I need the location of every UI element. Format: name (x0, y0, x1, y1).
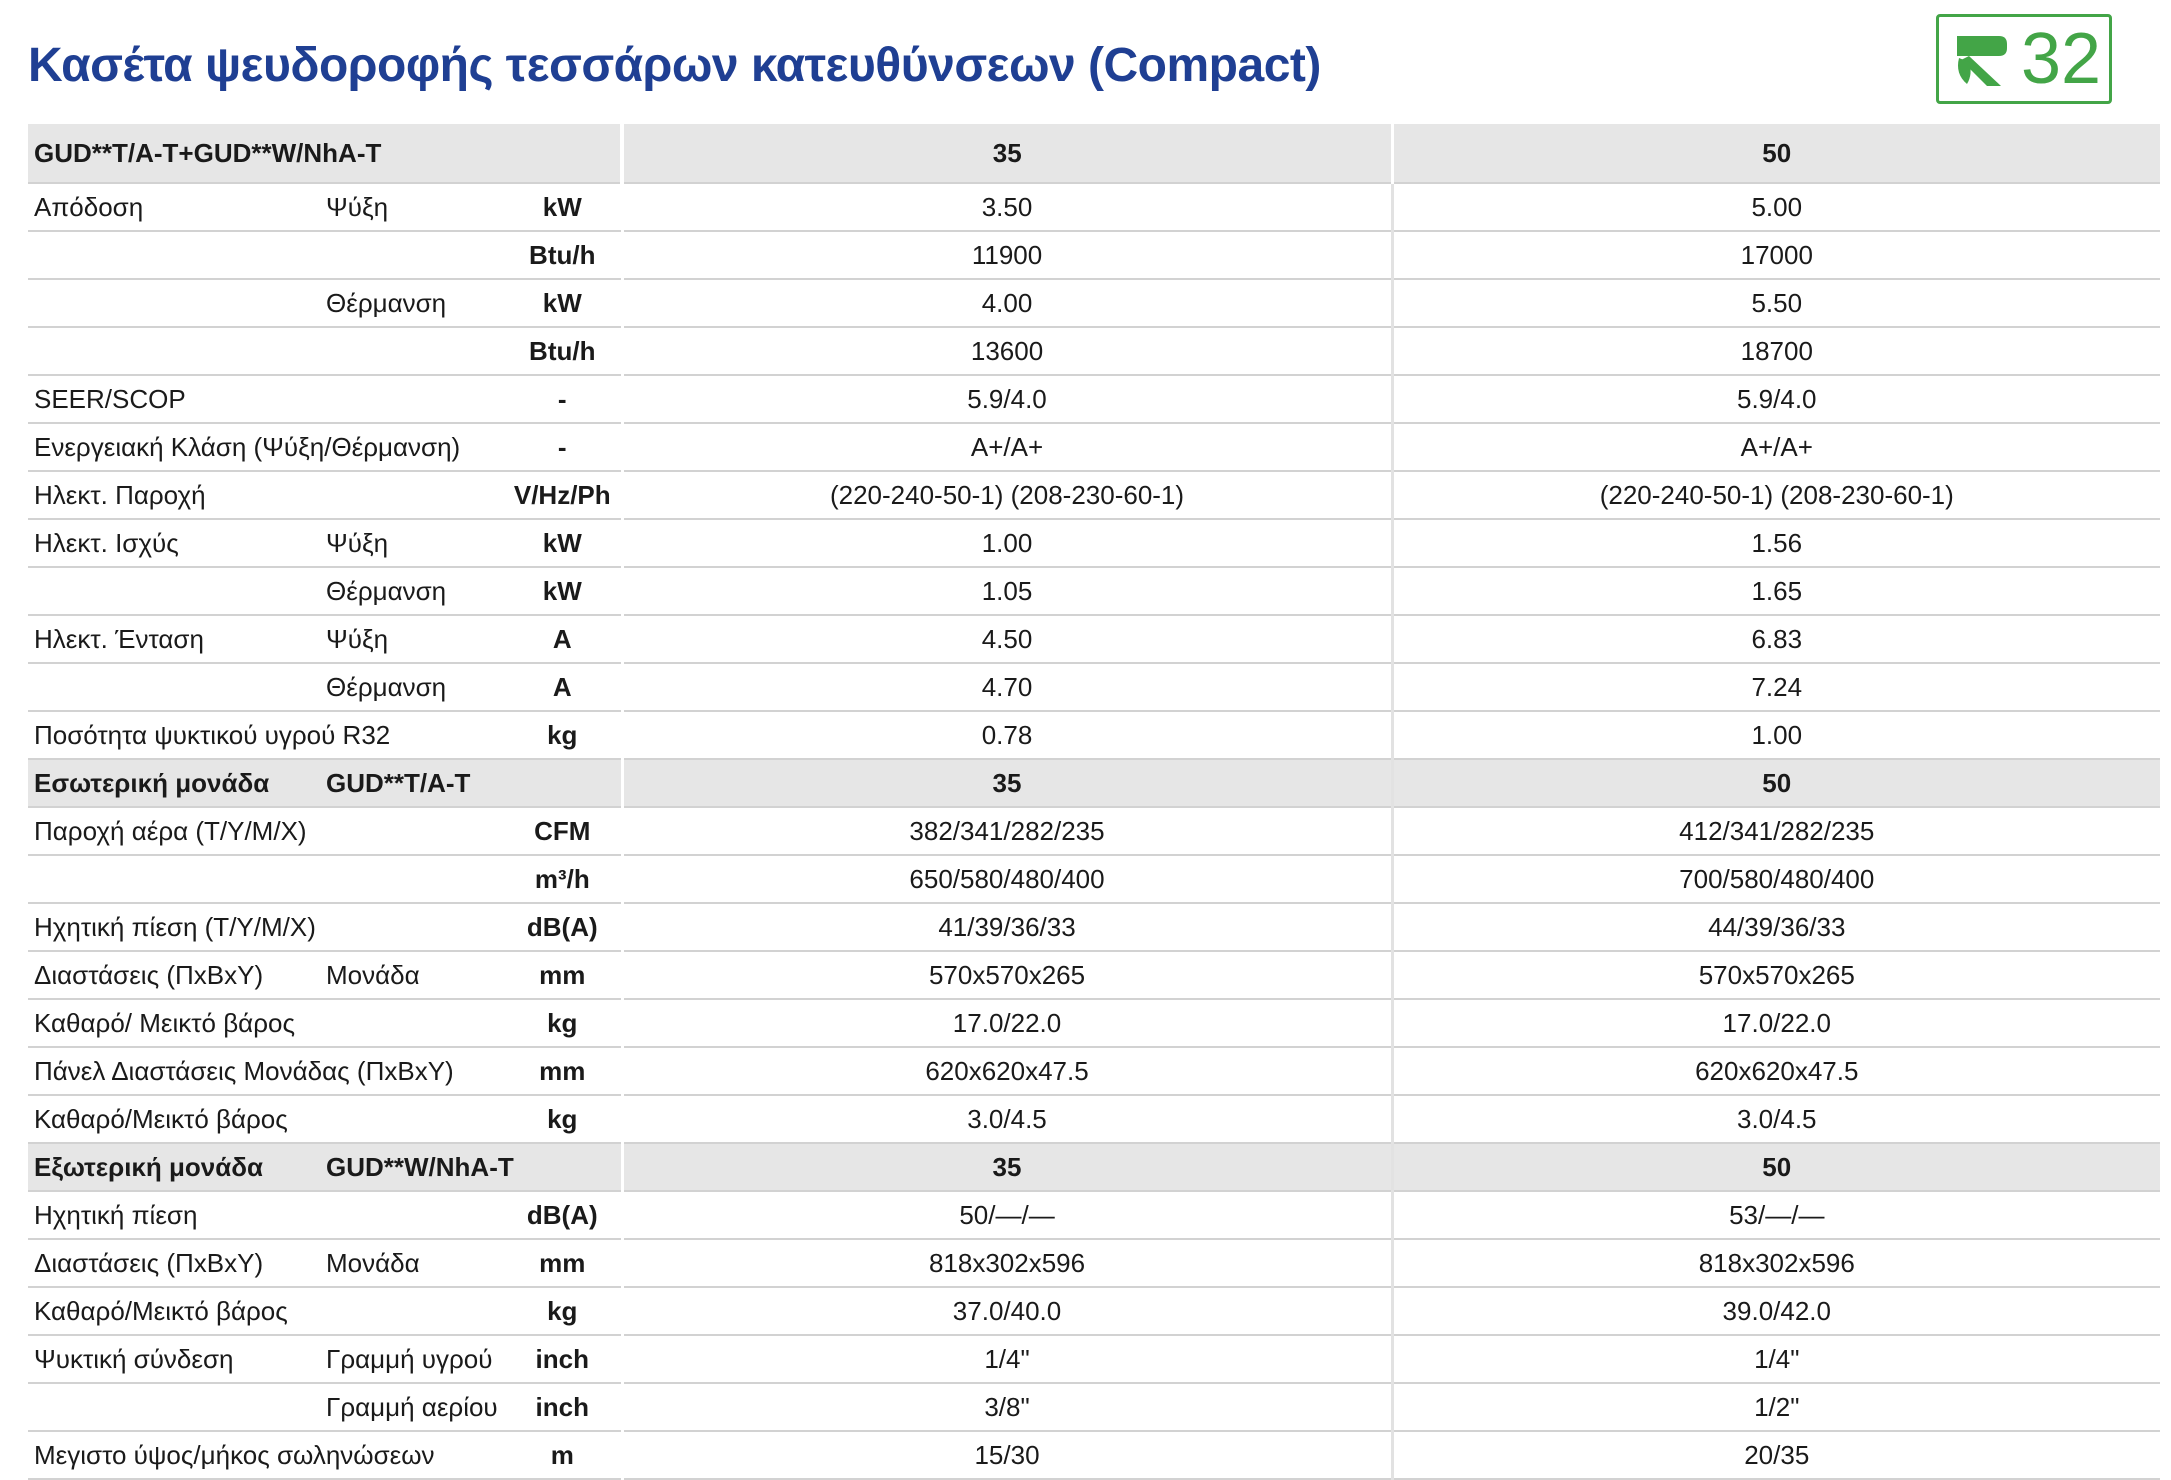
row-value-50: 17000 (1392, 231, 2160, 279)
row-value-50: 18700 (1392, 327, 2160, 375)
row-label: Ηλεκτ. Ένταση (28, 615, 320, 663)
table-row (28, 423, 2160, 471)
row-unit: kg (504, 1287, 622, 1335)
row-value-50: A+/A+ (1392, 423, 2160, 471)
row-value-35: 5.9/4.0 (622, 375, 1392, 423)
row-label: Μεγιστο ύψος/μήκος σωληνώσεων (28, 1431, 320, 1479)
row-label (28, 567, 320, 615)
leaf-r-icon (1947, 24, 2017, 94)
table-row (28, 519, 2160, 567)
row-sublabel: Γραμμή υγρού (320, 1335, 504, 1383)
row-value-35: 4.50 (622, 615, 1392, 663)
row-sublabel: Ψύξη (320, 183, 504, 231)
row-value-50: 6.83 (1392, 615, 2160, 663)
row-unit: m (504, 1431, 622, 1479)
row-value-35: 0.78 (622, 711, 1392, 759)
row-sublabel: GUD**T/A-T (320, 759, 504, 807)
row-label: Ποσότητα ψυκτικού υγρού R32 (28, 711, 320, 759)
row-label: Παροχή αέρα (Τ/Υ/Μ/Χ) (28, 807, 320, 855)
row-value-35: 11900 (622, 231, 1392, 279)
row-sublabel: Μονάδα (320, 951, 504, 999)
row-value-50: 5.50 (1392, 279, 2160, 327)
header-model: GUD**T/A-T+GUD**W/NhA-T (28, 124, 622, 183)
row-sublabel: Γραμμή αερίου (320, 1383, 504, 1431)
row-unit: Btu/h (504, 231, 622, 279)
row-value-35: 4.70 (622, 663, 1392, 711)
row-label (28, 1383, 320, 1431)
table-row (28, 279, 2160, 327)
row-sublabel: Ψύξη (320, 519, 504, 567)
row-value-50: 818x302x596 (1392, 1239, 2160, 1287)
row-value-50: 1/4" (1392, 1335, 2160, 1383)
row-value-50: 50 (1392, 759, 2160, 807)
row-unit: dB(A) (504, 903, 622, 951)
table-row (28, 999, 2160, 1047)
row-label: Ηλεκτ. Ισχύς (28, 519, 320, 567)
row-label: Διαστάσεις (ΠxΒxΥ) (28, 951, 320, 999)
row-sublabel (320, 903, 504, 951)
row-value-50: 412/341/282/235 (1392, 807, 2160, 855)
row-label (28, 663, 320, 711)
row-value-35: 3.50 (622, 183, 1392, 231)
table-row (28, 711, 2160, 759)
row-label: Απόδοση (28, 183, 320, 231)
row-unit (504, 759, 622, 807)
row-label: Ηχητική πίεση (Τ/Υ/Μ/Χ) (28, 903, 320, 951)
row-label: Καθαρό/ Μεικτό βάρος (28, 999, 320, 1047)
row-unit: - (504, 375, 622, 423)
row-sublabel (320, 471, 504, 519)
row-unit: inch (504, 1335, 622, 1383)
row-value-50: 1/2" (1392, 1383, 2160, 1431)
row-value-35: 13600 (622, 327, 1392, 375)
row-sublabel (320, 855, 504, 903)
table-row (28, 1287, 2160, 1335)
row-value-50: 7.24 (1392, 663, 2160, 711)
table-row (28, 1047, 2160, 1095)
row-label (28, 855, 320, 903)
table-row (28, 231, 2160, 279)
row-value-35: 382/341/282/235 (622, 807, 1392, 855)
table-row (28, 471, 2160, 519)
row-value-35: 35 (622, 759, 1392, 807)
row-value-35: 1.00 (622, 519, 1392, 567)
row-label: Καθαρό/Μεικτό βάρος (28, 1095, 320, 1143)
row-value-35: 50/—/— (622, 1191, 1392, 1239)
row-unit: - (504, 423, 622, 471)
row-value-35: 650/580/480/400 (622, 855, 1392, 903)
table-row (28, 1191, 2160, 1239)
row-unit: dB(A) (504, 1191, 622, 1239)
table-row (28, 1335, 2160, 1383)
row-unit: m³/h (504, 855, 622, 903)
spec-table (28, 124, 2160, 1480)
r32-badge (1936, 14, 2112, 104)
row-value-35: 620x620x47.5 (622, 1047, 1392, 1095)
table-row (28, 183, 2160, 231)
row-sublabel (320, 231, 504, 279)
row-value-50: 5.9/4.0 (1392, 375, 2160, 423)
row-unit: A (504, 663, 622, 711)
table-header-row (28, 124, 2160, 183)
row-label: Ηχητική πίεση (28, 1191, 320, 1239)
row-sublabel: Θέρμανση (320, 663, 504, 711)
row-unit: mm (504, 1047, 622, 1095)
row-unit: mm (504, 951, 622, 999)
row-value-35: 818x302x596 (622, 1239, 1392, 1287)
row-label (28, 231, 320, 279)
page-title: Κασέτα ψευδοροφής τεσσάρων κατευθύνσεων (Compact) (28, 39, 1321, 92)
row-label: Εξωτερική μονάδα (28, 1143, 320, 1191)
row-label: Εσωτερική μονάδα (28, 759, 320, 807)
row-value-35: 1/4" (622, 1335, 1392, 1383)
header-col-35: 35 (622, 124, 1392, 183)
row-value-50: (220-240-50-1) (208-230-60-1) (1392, 471, 2160, 519)
row-label: Πάνελ Διαστάσεις Μονάδας (ΠxΒxΥ) (28, 1047, 320, 1095)
row-value-50: 1.65 (1392, 567, 2160, 615)
row-value-50: 3.0/4.5 (1392, 1095, 2160, 1143)
row-value-50: 700/580/480/400 (1392, 855, 2160, 903)
row-value-50: 1.56 (1392, 519, 2160, 567)
row-sublabel: Θέρμανση (320, 279, 504, 327)
row-unit: V/Hz/Ph (504, 471, 622, 519)
row-unit: kW (504, 183, 622, 231)
row-unit: Btu/h (504, 327, 622, 375)
row-value-35: 1.05 (622, 567, 1392, 615)
row-sublabel: GUD**W/NhA-T (320, 1143, 504, 1191)
row-unit: inch (504, 1383, 622, 1431)
table-row (28, 855, 2160, 903)
row-value-50: 570x570x265 (1392, 951, 2160, 999)
row-value-35: 570x570x265 (622, 951, 1392, 999)
table-row (28, 903, 2160, 951)
row-sublabel: Μονάδα (320, 1239, 504, 1287)
row-unit: kW (504, 567, 622, 615)
row-value-50: 5.00 (1392, 183, 2160, 231)
table-row (28, 663, 2160, 711)
row-value-35: 41/39/36/33 (622, 903, 1392, 951)
row-sublabel: Θέρμανση (320, 567, 504, 615)
row-value-35: 17.0/22.0 (622, 999, 1392, 1047)
row-unit: CFM (504, 807, 622, 855)
row-sublabel (320, 1191, 504, 1239)
table-row (28, 327, 2160, 375)
row-sublabel (320, 1287, 504, 1335)
row-sublabel (320, 375, 504, 423)
row-label: Καθαρό/Μεικτό βάρος (28, 1287, 320, 1335)
row-unit: A (504, 615, 622, 663)
row-label: Ηλεκτ. Παροχή (28, 471, 320, 519)
row-label: SEER/SCOP (28, 375, 320, 423)
row-label (28, 327, 320, 375)
row-value-50: 1.00 (1392, 711, 2160, 759)
header-col-50: 50 (1392, 124, 2160, 183)
table-row (28, 1383, 2160, 1431)
row-unit: kg (504, 999, 622, 1047)
table-row (28, 1431, 2160, 1479)
row-value-35: 37.0/40.0 (622, 1287, 1392, 1335)
row-sublabel (320, 807, 504, 855)
r32-badge-text: 32 (2020, 19, 2102, 99)
table-row (28, 951, 2160, 999)
row-value-50: 620x620x47.5 (1392, 1047, 2160, 1095)
section-row (28, 759, 2160, 807)
row-sublabel (320, 1095, 504, 1143)
table-row (28, 1239, 2160, 1287)
row-label: Ψυκτική σύνδεση (28, 1335, 320, 1383)
table-row (28, 375, 2160, 423)
row-value-50: 50 (1392, 1143, 2160, 1191)
row-value-35: 35 (622, 1143, 1392, 1191)
table-row (28, 1095, 2160, 1143)
row-unit: kW (504, 279, 622, 327)
row-unit: mm (504, 1239, 622, 1287)
table-row (28, 567, 2160, 615)
row-sublabel (320, 999, 504, 1047)
row-label (28, 279, 320, 327)
row-value-35: A+/A+ (622, 423, 1392, 471)
table-row (28, 615, 2160, 663)
table-row (28, 807, 2160, 855)
row-unit: kW (504, 519, 622, 567)
row-sublabel: Ψύξη (320, 615, 504, 663)
row-value-50: 20/35 (1392, 1431, 2160, 1479)
row-label: Διαστάσεις (ΠxΒxΥ) (28, 1239, 320, 1287)
row-value-50: 39.0/42.0 (1392, 1287, 2160, 1335)
row-unit: kg (504, 711, 622, 759)
row-sublabel (320, 327, 504, 375)
row-value-50: 17.0/22.0 (1392, 999, 2160, 1047)
row-value-35: 3/8" (622, 1383, 1392, 1431)
row-value-35: 3.0/4.5 (622, 1095, 1392, 1143)
section-row (28, 1143, 2160, 1191)
row-value-50: 44/39/36/33 (1392, 903, 2160, 951)
row-unit (504, 1143, 622, 1191)
row-value-50: 53/—/— (1392, 1191, 2160, 1239)
row-label: Ενεργειακή Κλάση (Ψύξη/Θέρμανση) (28, 423, 320, 471)
row-value-35: (220-240-50-1) (208-230-60-1) (622, 471, 1392, 519)
row-value-35: 15/30 (622, 1431, 1392, 1479)
row-value-35: 4.00 (622, 279, 1392, 327)
row-unit: kg (504, 1095, 622, 1143)
